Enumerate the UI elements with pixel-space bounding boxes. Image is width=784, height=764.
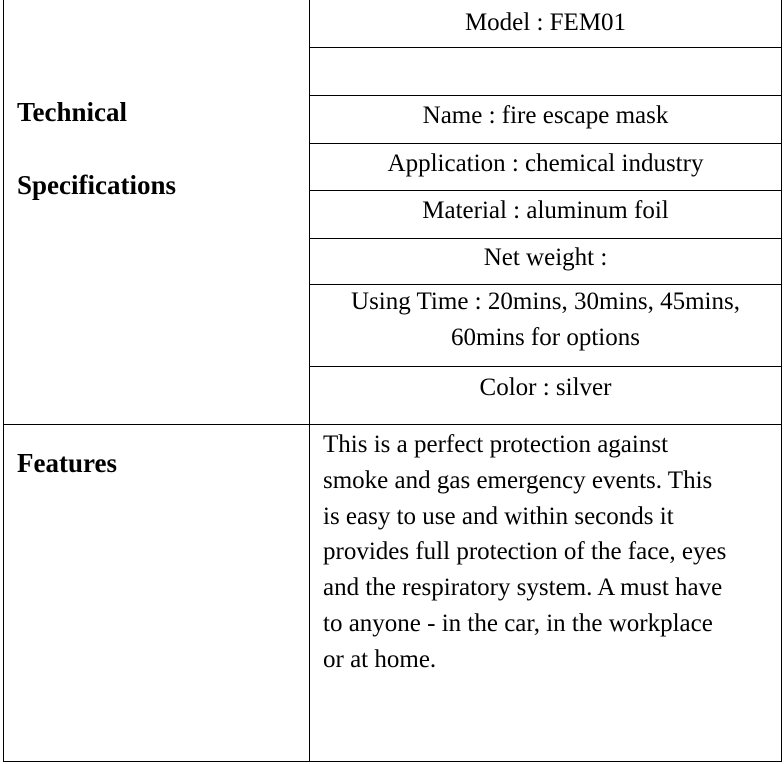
features-line: and the respiratory system. A must have: [323, 574, 723, 602]
features-description: [323, 427, 771, 678]
spec-row-name: Name : fire escape mask: [422, 102, 669, 129]
spec-row-color: Color : silver: [479, 374, 612, 401]
spec-row-using-time-line1: Using Time : 20mins, 30mins, 45mins,: [351, 288, 740, 315]
row-divider: [309, 238, 782, 239]
row-divider: [309, 47, 782, 48]
features-line: to anyone - in the car, in the workplace: [323, 609, 713, 637]
features-section-label: Features: [17, 448, 117, 478]
spec-section-label-line2: Specifications: [17, 170, 176, 200]
features-line: provides full protection of the face, eyes: [323, 538, 727, 566]
spec-row-application: Application : chemical industry: [387, 150, 704, 177]
table-border-right: [781, 0, 782, 762]
spec-section-label-line1: Technical: [17, 97, 128, 127]
features-line: is easy to use and within seconds it: [323, 502, 674, 530]
features-line: or at home.: [323, 645, 437, 673]
row-divider: [309, 95, 782, 96]
features-line: This is a perfect protection against: [323, 431, 669, 458]
table-border-left: [3, 0, 4, 762]
spec-row-model: Model : FEM01: [464, 9, 627, 36]
row-divider: [309, 366, 782, 367]
row-divider: [309, 190, 782, 191]
spec-row-net-weight: Net weight :: [483, 244, 608, 271]
row-divider: [309, 143, 782, 144]
features-line: smoke and gas emergency events. This: [323, 466, 713, 494]
table-border-bottom: [3, 761, 782, 762]
spec-row-using-time-line2: 60mins for options: [451, 324, 640, 351]
spec-row-material: Material : aluminum foil: [422, 197, 669, 224]
section-divider: [3, 424, 782, 425]
